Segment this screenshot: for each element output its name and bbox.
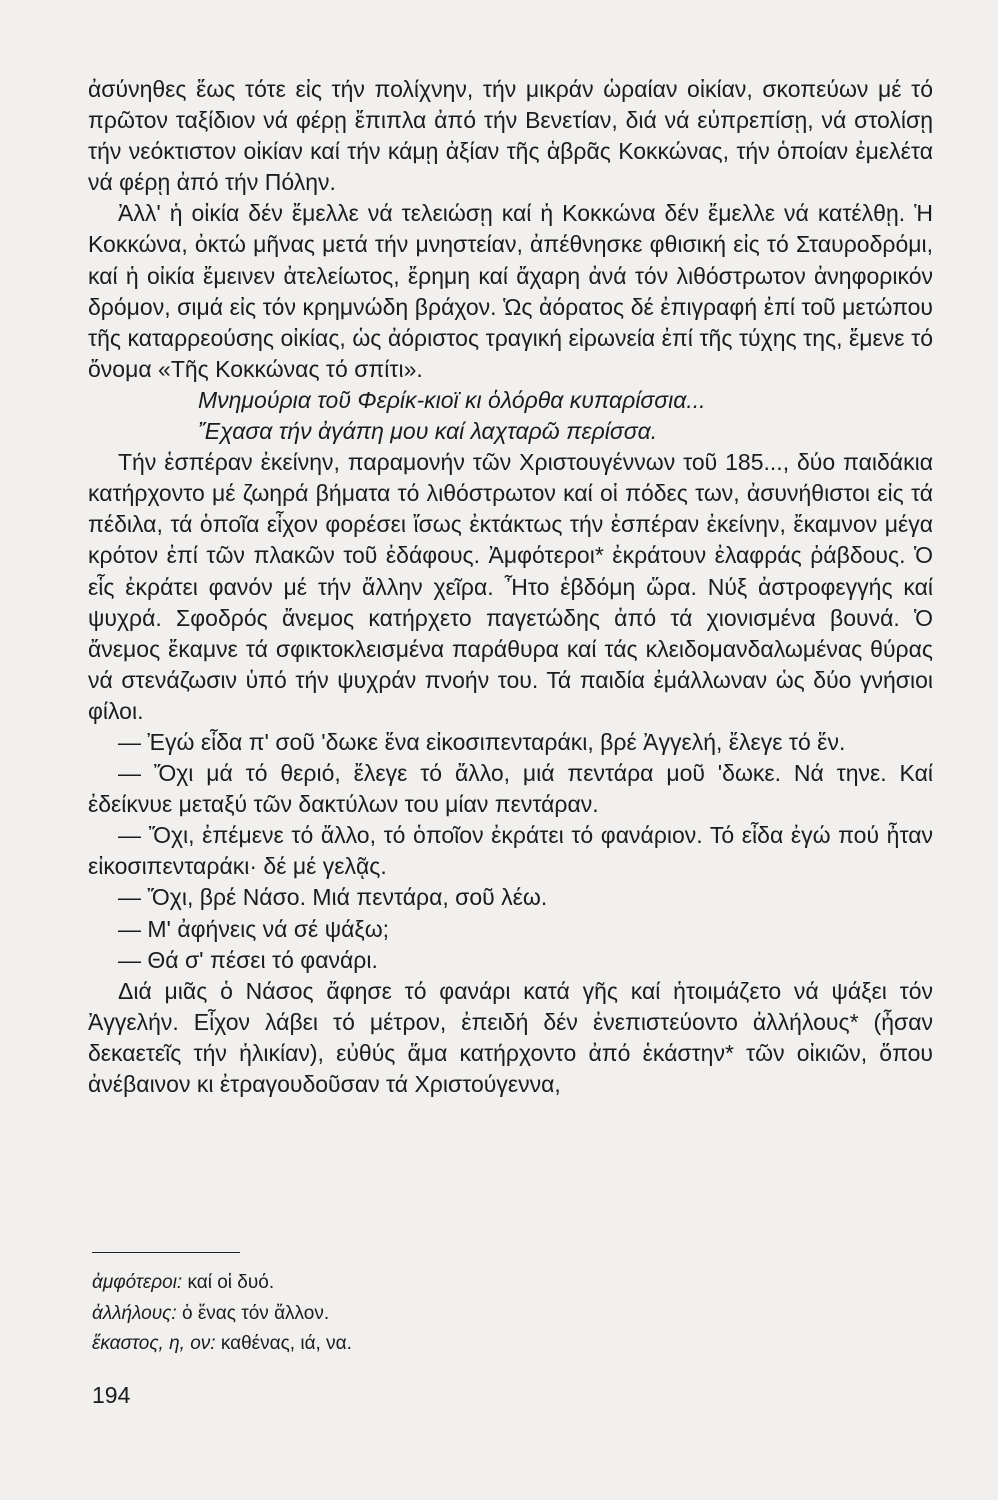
footnotes bbox=[92, 1268, 692, 1360]
footnote-divider bbox=[92, 1252, 240, 1253]
footnote-term: ἀμφότεροι: bbox=[92, 1272, 183, 1293]
paragraph-narrative: Τήν ἑσπέραν ἐκείνην, παραμονήν τῶν Χριστουγέννων τοῦ 185..., δύο παιδάκια κατήρχοντο μέ ζωηρά βήματα τό λιθόστρωτον καί οἱ πόδες των, ἀσυνήθιστοι εἰς τά πέδιλα, τά ὁποῖα εἶχον φορέσει ἴσως ἐκτάκτως τήν ἑσπέραν ἐκείνην, ἔκαμνον μέγα κρότον ἐπί τῶν πλακῶν τοῦ ἐδάφους. Ἀμφότεροι* ἐκράτουν ἐλαφράς ῥάβδους. Ὁ εἷς ἐκράτει φανόν μέ τήν ἄλλην χεῖρα. Ἦτο ἑβδόμη ὥρα. Νύξ ἀστροφεγγής καί ψυχρά. Σφοδρός ἄνεμος κατήρχετο παγετώδης ἀπό τά χιονισμένα βουνά. Ὁ ἄνεμος ἔκαμνε τά σφικτοκλεισμένα παράθυρα καί τάς κλειδομανδαλωμένας θύρας νά στενάζωσιν ὑπό τήν ψυχράν πνοήν του. Τά παιδία ἐμάλλωναν ὡς δύο γνήσιοι φίλοι. bbox=[88, 449, 933, 724]
footnote-item bbox=[92, 1329, 692, 1360]
dialogue-line: — Μ' ἀφήνεις νά σέ ψάξω; bbox=[118, 915, 390, 942]
footnote-item bbox=[92, 1268, 692, 1299]
footnote-definition: καθένας, ιά, να. bbox=[220, 1333, 352, 1354]
footnote-term: ἕκαστος, η, ον: bbox=[92, 1333, 216, 1354]
dialogue-line: — Ὄχι, ἐπέμενε τό ἄλλο, τό ὁποῖον ἐκράτει τό φανάριον. Τό εἶδα ἐγώ πού ἦταν εἰκοσιπενταράκι· δέ μέ γελᾷς. bbox=[88, 822, 933, 880]
verse-line: Ἔχασα τήν ἀγάπη μου καί λαχταρῶ περίσσα. bbox=[198, 418, 658, 445]
page-number: 194 bbox=[92, 1382, 131, 1408]
footnote-definition: καί οἱ δυό. bbox=[187, 1272, 275, 1293]
verse-line: Μνημούρια τοῦ Φερίκ-κιοϊ κι ὁλόρθα κυπαρίσσια... bbox=[198, 386, 706, 413]
dialogue-line: — Θά σ' πέσει τό φανάρι. bbox=[118, 946, 378, 973]
footnote-item bbox=[92, 1299, 692, 1330]
paragraph-closing: Διά μιᾶς ὁ Νάσος ἄφησε τό φανάρι κατά γῆς καί ἡτοιμάζετο νά ψάξει τόν Ἀγγελήν. Εἶχον λάβει τό μέτρον, ἐπειδή δέν ἐνεπιστεύοντο ἀλλήλους* (ἦσαν δεκαετεῖς τήν ἡλικίαν), εὐθύς ἅμα κατήρχοντο ἀπό ἑκάστην* τῶν οἰκιῶν, ὅπου ἀνέβαινον κι ἐτραγουδοῦσαν τά Χριστούγεννα, bbox=[88, 977, 933, 1097]
dialogue-line: — Ἐγώ εἶδα π' σοῦ 'δωκε ἕνα εἰκοσιπενταράκι, βρέ Ἀγγελή, ἔλεγε τό ἕν. bbox=[118, 728, 846, 755]
paragraph-house: Ἀλλ' ἡ οἰκία δέν ἔμελλε νά τελειώσῃ καί ἡ Κοκκώνα δέν ἔμελλε νά κατέλθῃ. Ἡ Κοκκώνα, ὀκτώ μῆνας μετά τήν μνηστείαν, ἀπέθνησκε φθισική εἰς τό Σταυροδρόμι, καί ἡ οἰκία ἔμεινεν ἀτελείωτος, ἔρημη καί ἄχαρη ἀνά τόν λιθόστρωτον ἀνηφορικόν δρόμον, σιμά εἰς τόν κρημνώδη βράχον. Ὡς ἀόρατος δέ ἐπιγραφή ἐπί τοῦ μετώπου τῆς καταρρεούσης οἰκίας, ὡς ἀόριστος τραγική εἰρωνεία ἐπί τῆς τύχης της, ἔμενε τό ὄνομα «Τῆς Κοκκώνας τό σπίτι». bbox=[88, 200, 933, 382]
paragraph-opening: ἀσύνηθες ἕως τότε εἰς τήν πολίχνην, τήν μικράν ὡραίαν οἰκίαν, σκοπεύων μέ τό πρῶτον ταξίδιον νά φέρῃ ἔπιπλα ἀπό τήν Βενετίαν, διά νά εὐπρεπίσῃ, νά στολίσῃ τήν νεόκτιστον οἰκίαν καί τήν κάμῃ ἀξίαν τῆς ἁβρᾶς Κοκκώνας, τήν ὁποίαν ἐμελέτα νά φέρῃ ἀπό τήν Πόλην. bbox=[88, 76, 933, 196]
verse-quote bbox=[88, 385, 933, 447]
footnote-definition: ὁ ἕνας τόν ἄλλον. bbox=[181, 1302, 330, 1324]
dialogue-line: — Ὄχι, βρέ Νάσο. Μιά πεντάρα, σοῦ λέω. bbox=[118, 884, 548, 911]
footnote-term: ἀλλήλους: bbox=[92, 1302, 177, 1324]
main-text bbox=[88, 74, 933, 1100]
dialogue-line: — Ὄχι μά τό θεριό, ἔλεγε τό ἄλλο, μιά πεντάρα μοῦ 'δωκε. Νά τηνε. Καί ἐδείκνυε μεταξύ τῶν δακτύλων του μίαν πεντάραν. bbox=[88, 760, 933, 818]
